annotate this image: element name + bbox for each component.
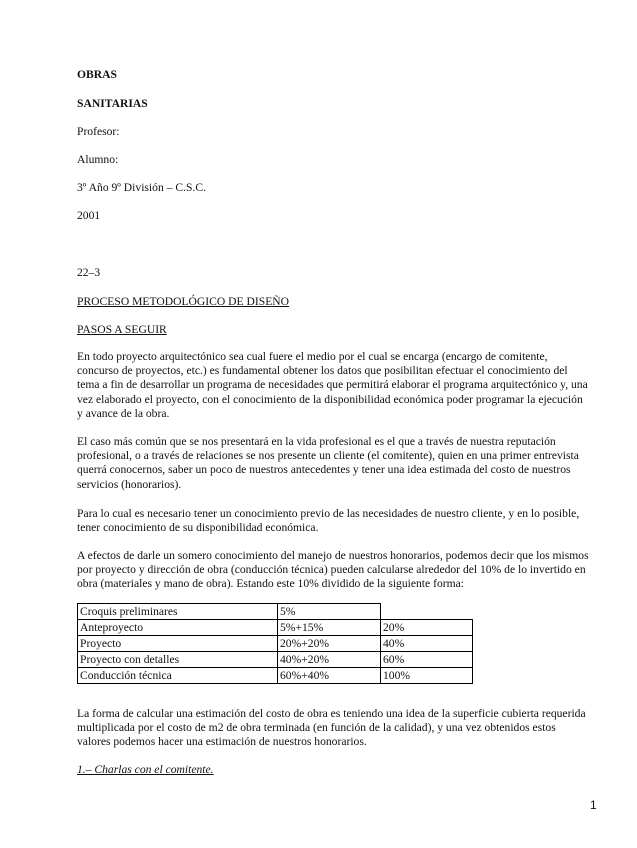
table-row	[78, 668, 473, 684]
fee-table	[77, 603, 473, 684]
paragraph-3-line: tener conocimiento de su disponibilidad económica.	[77, 521, 319, 535]
table-row	[78, 620, 473, 636]
paragraph-4-line: obra (materiales y mano de obra). Estando este 10% dividido de la siguiente forma:	[77, 577, 464, 591]
paragraph-4-line: por proyecto y dirección de obra (conducción técnica) pueden calcularse alrededor del 10% de lo invertido en	[77, 563, 586, 577]
table-cell: Proyecto	[78, 636, 278, 652]
paragraph-5-line: valores podemos hacer una estimación de nuestros honorarios.	[77, 735, 367, 749]
paragraph-4-line: A efectos de darle un somero conocimiento del manejo de nuestros honorarios, podemos decir que los mismos	[77, 549, 589, 562]
table-cell: 60%	[381, 652, 473, 668]
paragraph-1-line: vez elaborado el proyecto, con el conocimiento de la disponibilidad económica poder programar la ejecución	[77, 392, 583, 406]
table-cell: 40%	[381, 636, 473, 652]
table-cell: Conducción técnica	[78, 668, 278, 684]
paragraph-2-line: servicios (honorarios).	[77, 477, 182, 491]
section-title: PROCESO METODOLÓGICO DE DISEÑO	[77, 295, 290, 308]
section-subtitle: PASOS A SEGUIR	[77, 323, 167, 336]
paragraph-2-line: querrá conocernos, saber un poco de nuestros antecedentes y tener una idea estimada del costo de nuestros	[77, 463, 571, 477]
title-line-2: SANITARIAS	[77, 97, 148, 110]
paragraph-1-line: concurso de proyectos, etc.) es fundamental obtener los datos que posibilitan efectuar el conocimiento del	[77, 364, 568, 378]
table-cell: 100%	[381, 668, 473, 684]
year: 2001	[77, 209, 101, 222]
paragraph-5-line: La forma de calcular una estimación del costo de obra es teniendo una idea de la superficie cubierta requerida	[77, 707, 586, 720]
paragraph-1-line: y avance de la obra.	[77, 406, 170, 420]
paragraph-5-line: multiplicada por el costo de m2 de obra terminada (en función de la calidad), y una vez obtenidos estos	[77, 721, 556, 735]
table-cell: Anteproyecto	[78, 620, 278, 636]
page-number: 1	[590, 798, 597, 812]
paragraph-5	[77, 707, 597, 750]
table-cell: 40%+20%	[278, 652, 381, 668]
table-row	[78, 652, 473, 668]
footer-heading-text: Charlas con el comitente.	[94, 763, 214, 776]
table-cell: 5%	[278, 604, 381, 620]
paragraph-3-line: Para lo cual es necesario tener un conocimiento previo de las necesidades de nuestro cliente, y en lo posible,	[77, 507, 580, 520]
table-cell: 5%+15%	[278, 620, 381, 636]
table-cell-empty	[381, 604, 473, 620]
date: 22–3	[77, 266, 101, 279]
paragraph-4	[77, 549, 597, 592]
table-cell: Proyecto con detalles	[78, 652, 278, 668]
paragraph-3	[77, 507, 597, 535]
title-line-1: OBRAS	[77, 68, 117, 81]
table-row	[78, 636, 473, 652]
footer-heading-number: 1.–	[77, 763, 92, 776]
paragraph-1-line: tema a fin de desarrollar un programa de necesidades que permitirá elaborar el programa arquitectónico y, una	[77, 378, 588, 392]
footer-heading	[77, 763, 214, 777]
table-cell: 20%	[381, 620, 473, 636]
profesor-label: Profesor:	[77, 125, 120, 138]
table-cell: 60%+40%	[278, 668, 381, 684]
table-cell: Croquis preliminares	[78, 604, 278, 620]
paragraph-1-line: En todo proyecto arquitectónico sea cual fuere el medio por el cual se encarga (encargo de comitente,	[77, 350, 548, 363]
paragraph-2	[77, 435, 597, 492]
course-line: 3º Año 9º División – C.S.C.	[77, 181, 206, 194]
paragraph-1	[77, 350, 597, 421]
alumno-label: Alumno:	[77, 153, 119, 166]
paragraph-2-line: profesional, o a través de relaciones se nos presente un cliente (el comitente), quien en una primer entrevista	[77, 449, 579, 463]
table-row	[78, 604, 473, 620]
table-cell: 20%+20%	[278, 636, 381, 652]
paragraph-2-line: El caso más común que se nos presentará en la vida profesional es el que a través de nuestra reputación	[77, 435, 556, 448]
